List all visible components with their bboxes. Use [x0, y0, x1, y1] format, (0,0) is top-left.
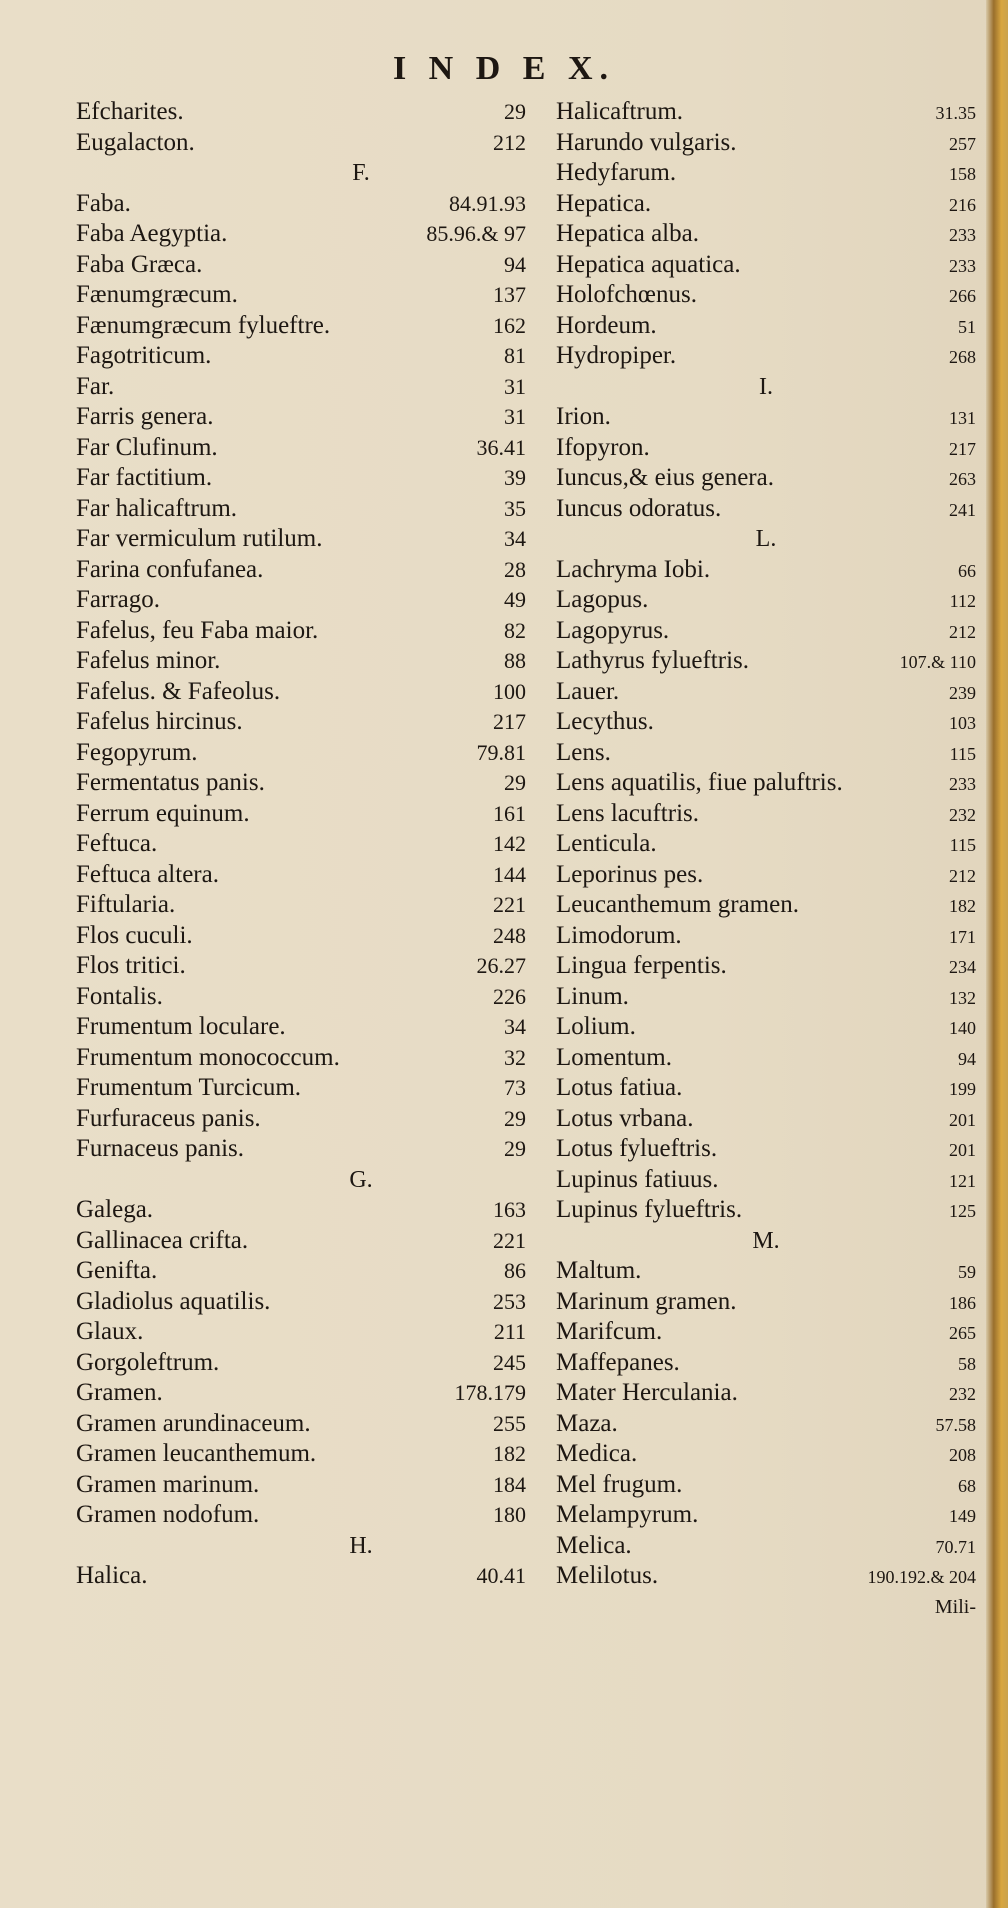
index-entry — [556, 951, 976, 982]
entry-pages: 112 — [949, 591, 976, 611]
index-entry — [76, 524, 526, 555]
entry-pages: 58 — [958, 1353, 976, 1374]
entry-term: Leporinus pes. — [556, 860, 704, 888]
entry-term: Fafelus minor. — [76, 647, 221, 674]
entry-pages: 212 — [493, 129, 526, 155]
entry-term: Lolium. — [556, 1013, 636, 1040]
index-entry — [76, 677, 526, 708]
entry-pages: 268 — [949, 347, 976, 367]
entry-pages: 49 — [504, 587, 526, 612]
entry-pages: 255 — [493, 1410, 526, 1436]
entry-pages: 132 — [949, 987, 976, 1008]
entry-pages: 221 — [493, 1227, 526, 1253]
entry-term: Feftuca altera. — [76, 860, 219, 888]
entry-term: Gramen leucanthemum. — [76, 1440, 317, 1467]
index-entry — [76, 768, 526, 799]
index-entry — [556, 1500, 976, 1531]
entry-pages: 66 — [958, 560, 976, 581]
index-entry — [76, 372, 526, 403]
entry-term: Farris genera. — [76, 403, 214, 430]
entry-term: Lotus fylueftris. — [556, 1135, 718, 1162]
entry-pages: 217 — [949, 438, 976, 459]
entry-term: Lachryma Iobi. — [556, 555, 711, 583]
index-entry — [76, 1561, 526, 1592]
entry-term: Galega. — [76, 1196, 154, 1223]
entry-term: Lens. — [556, 738, 611, 766]
entry-term: Hepatica alba. — [556, 220, 699, 247]
entry-term: Marifcum. — [556, 1318, 663, 1345]
entry-pages: 212 — [949, 865, 976, 886]
entry-term: Far vermiculum rutilum. — [76, 525, 323, 552]
page-title: I N D E X. — [392, 50, 616, 87]
entry-term: Halica. — [76, 1562, 148, 1589]
entry-pages: 68 — [958, 1475, 976, 1496]
entry-pages: 233 — [949, 774, 976, 794]
index-entry — [556, 829, 976, 860]
entry-term: Fafelus. & Fafeolus. — [76, 677, 281, 705]
index-entry — [76, 585, 526, 616]
entry-pages: 266 — [949, 286, 976, 306]
entry-term: Lens lacuftris. — [556, 799, 700, 827]
index-entry — [76, 280, 526, 311]
entry-pages: 161 — [493, 800, 526, 826]
entry-term: Gramen arundinaceum. — [76, 1409, 311, 1437]
entry-pages: 182 — [493, 1441, 526, 1466]
entry-pages: 232 — [949, 1384, 976, 1404]
entry-pages: 201 — [949, 1109, 976, 1130]
section-letter: G. — [349, 1166, 373, 1193]
entry-term: Farrago. — [76, 586, 160, 613]
index-entry — [76, 1409, 526, 1440]
index-entry — [556, 402, 976, 433]
index-entry — [76, 1195, 526, 1226]
entry-term: Fafelus hircinus. — [76, 708, 243, 735]
entry-pages: 253 — [493, 1288, 526, 1314]
entry-pages: 221 — [493, 892, 526, 917]
catchword: Mili- — [934, 1595, 976, 1618]
entry-term: Fænumgræcum. — [76, 281, 238, 308]
index-entry — [556, 707, 976, 738]
index-entry — [76, 1287, 526, 1318]
entry-pages: 149 — [949, 1506, 976, 1526]
entry-term: Medica. — [556, 1440, 638, 1467]
entry-pages: 182 — [949, 896, 976, 916]
index-entry — [556, 128, 976, 159]
index-entry — [556, 1348, 976, 1379]
entry-pages: 29 — [504, 1105, 526, 1131]
index-entry — [556, 341, 976, 372]
index-entry — [76, 1378, 526, 1409]
entry-pages: 35 — [504, 495, 526, 521]
entry-term: Ifopyron. — [556, 433, 650, 461]
entry-pages: 212 — [949, 621, 976, 642]
entry-pages: 233 — [949, 225, 976, 245]
index-entry — [76, 799, 526, 830]
entry-term: Leucanthemum gramen. — [556, 891, 799, 918]
index-entry — [76, 494, 526, 525]
index-entry — [76, 402, 526, 433]
index-entry — [76, 829, 526, 860]
entry-term: Mater Herculania. — [556, 1379, 738, 1406]
entry-term: Fænumgræcum fylueftre. — [76, 311, 331, 339]
index-entry — [76, 860, 526, 891]
entry-pages: 86 — [504, 1258, 526, 1283]
entry-term: Far factitium. — [76, 464, 213, 491]
entry-pages: 31 — [504, 404, 526, 429]
index-entry — [556, 585, 976, 616]
index-entry — [556, 799, 976, 830]
entry-pages: 121 — [949, 1170, 976, 1191]
entry-term: Gorgoleftrum. — [76, 1348, 220, 1376]
entry-term: Gramen marinum. — [76, 1470, 260, 1498]
entry-pages: 31.35 — [935, 103, 976, 123]
entry-pages: 241 — [949, 499, 976, 520]
entry-pages: 31 — [504, 373, 526, 399]
entry-term: Melica. — [556, 1531, 632, 1559]
entry-pages: 248 — [493, 922, 526, 948]
entry-term: Lotus fatiua. — [556, 1074, 683, 1101]
index-entry — [556, 1256, 976, 1287]
entry-pages: 34 — [504, 526, 526, 551]
index-entry — [76, 616, 526, 647]
entry-pages: 190.192.& 204 — [867, 1567, 976, 1587]
index-entry — [556, 1073, 976, 1104]
entry-term: Eugalacton. — [76, 128, 195, 156]
entry-term: Fafelus, feu Faba maior. — [76, 616, 319, 644]
entry-term: Maltum. — [556, 1257, 642, 1284]
index-entry — [556, 768, 976, 799]
entry-term: Hordeum. — [556, 311, 657, 339]
section-letter: L. — [755, 526, 777, 552]
index-entry — [76, 1043, 526, 1074]
entry-pages: 81 — [504, 343, 526, 368]
entry-pages: 29 — [504, 99, 526, 124]
entry-term: Mel frugum. — [556, 1470, 683, 1498]
left-column — [76, 97, 526, 1592]
entry-pages: 100 — [493, 678, 526, 704]
index-entry — [76, 341, 526, 372]
entry-term: Lens aquatilis, fiue paluftris. — [556, 769, 843, 796]
entry-term: Lomentum. — [556, 1043, 672, 1071]
index-entry — [556, 250, 976, 281]
index-entry — [556, 1378, 976, 1409]
entry-pages: 131 — [949, 408, 976, 428]
index-entry — [556, 1531, 976, 1562]
index-entry — [76, 1104, 526, 1135]
entry-term: Iuncus,& eius genera. — [556, 464, 774, 491]
entry-pages: 29 — [504, 770, 526, 795]
index-entry — [76, 433, 526, 464]
index-entry — [556, 1165, 976, 1196]
index-entry — [556, 1287, 976, 1318]
entry-term: Gramen nodofum. — [76, 1501, 260, 1528]
entry-pages: 239 — [949, 682, 976, 703]
index-entry — [556, 555, 976, 586]
entry-term: Frumentum monococcum. — [76, 1043, 340, 1071]
index-entry — [556, 1470, 976, 1501]
entry-pages: 36.41 — [476, 434, 526, 460]
index-entry — [76, 1317, 526, 1348]
index-entry — [76, 890, 526, 921]
entry-term: Hedyfarum. — [556, 159, 677, 186]
index-entry — [556, 890, 976, 921]
index-entry — [556, 982, 976, 1013]
entry-term: Fermentatus panis. — [76, 769, 265, 796]
entry-pages: 137 — [493, 282, 526, 307]
entry-pages: 28 — [504, 556, 526, 582]
entry-pages: 94 — [504, 251, 526, 277]
entry-term: Faba. — [76, 189, 131, 217]
section-letter: F. — [352, 160, 370, 186]
index-entry — [76, 555, 526, 586]
entry-pages: 233 — [949, 255, 976, 276]
entry-pages: 217 — [493, 709, 526, 734]
entry-term: Feftuca. — [76, 830, 158, 857]
index-entry — [76, 189, 526, 220]
entry-term: Maza. — [556, 1409, 618, 1437]
entry-pages: 73 — [504, 1075, 526, 1100]
entry-term: Halicaftrum. — [556, 98, 684, 125]
index-entry — [76, 1134, 526, 1165]
index-entry — [76, 1500, 526, 1531]
index-entry — [556, 97, 976, 128]
index-entry — [556, 921, 976, 952]
entry-pages: 26.27 — [476, 953, 526, 978]
entry-pages: 216 — [949, 194, 976, 215]
entry-term: Flos cuculi. — [76, 921, 193, 949]
entry-term: Lenticula. — [556, 830, 657, 857]
entry-pages: 142 — [493, 831, 526, 856]
entry-pages: 186 — [949, 1292, 976, 1313]
entry-term: Lotus vrbana. — [556, 1104, 694, 1132]
index-entry — [556, 1012, 976, 1043]
entry-pages: 39 — [504, 465, 526, 490]
entry-pages: 59 — [958, 1262, 976, 1282]
index-entry — [76, 646, 526, 677]
entry-pages: 178.179 — [454, 1380, 526, 1405]
entry-pages: 184 — [493, 1471, 526, 1497]
entry-pages: 257 — [949, 133, 976, 154]
entry-pages: 115 — [949, 743, 976, 764]
right-column — [556, 97, 976, 1622]
index-entry — [556, 738, 976, 769]
entry-term: Fegopyrum. — [76, 738, 198, 766]
entry-term: Lecythus. — [556, 708, 654, 735]
index-entry — [556, 677, 976, 708]
index-entry — [556, 1195, 976, 1226]
entry-term: Maffepanes. — [556, 1348, 680, 1376]
entry-pages: 40.41 — [476, 1563, 526, 1588]
index-entry — [556, 494, 976, 525]
entry-term: Iuncus odoratus. — [556, 494, 722, 522]
entry-pages: 245 — [493, 1349, 526, 1375]
entry-term: Efcharites. — [76, 98, 184, 125]
entry-pages: 163 — [493, 1197, 526, 1222]
entry-term: Gallinacea crifta. — [76, 1226, 249, 1254]
index-entry — [76, 128, 526, 159]
entry-pages: 226 — [493, 983, 526, 1009]
index-entry — [556, 1439, 976, 1470]
entry-term: Far. — [76, 372, 115, 400]
entry-term: Farina confufanea. — [76, 555, 264, 583]
entry-pages: 51 — [958, 316, 976, 337]
entry-pages: 201 — [949, 1140, 976, 1160]
index-entry — [556, 463, 976, 494]
entry-pages: 34 — [504, 1014, 526, 1039]
entry-pages: 199 — [949, 1079, 976, 1099]
index-entry — [76, 921, 526, 952]
index-entry — [76, 311, 526, 342]
entry-term: Lauer. — [556, 677, 620, 705]
section-letter: I. — [759, 373, 773, 400]
entry-pages: 125 — [949, 1201, 976, 1221]
entry-pages: 88 — [504, 648, 526, 673]
entry-term: Fontalis. — [76, 982, 163, 1010]
index-entry — [76, 1073, 526, 1104]
entry-pages: 29 — [504, 1136, 526, 1161]
entry-term: Furnaceus panis. — [76, 1135, 245, 1162]
index-entry — [76, 1256, 526, 1287]
index-entry — [556, 311, 976, 342]
section-letter: M. — [752, 1227, 780, 1254]
index-entry — [556, 219, 976, 250]
entry-pages: 232 — [949, 804, 976, 825]
entry-pages: 70.71 — [935, 1536, 976, 1557]
entry-term: Lupinus fatiuus. — [556, 1165, 719, 1193]
entry-term: Furfuraceus panis. — [76, 1104, 261, 1132]
entry-term: Frumentum loculare. — [76, 1013, 286, 1040]
entry-term: Faba Græca. — [76, 250, 203, 278]
entry-term: Hepatica. — [556, 189, 652, 217]
entry-pages: 208 — [949, 1445, 976, 1465]
entry-pages: 140 — [949, 1018, 976, 1038]
entry-term: Frumentum Turcicum. — [76, 1074, 302, 1101]
entry-term: Hydropiper. — [556, 342, 677, 369]
index-entry — [76, 250, 526, 281]
entry-pages: 79.81 — [476, 739, 526, 765]
entry-pages: 211 — [493, 1319, 526, 1344]
entry-term: Fiftularia. — [76, 891, 176, 918]
entry-term: Limodorum. — [556, 921, 682, 949]
index-entry — [556, 646, 976, 677]
entry-term: Flos tritici. — [76, 952, 186, 979]
index-entry — [76, 951, 526, 982]
entry-term: Linum. — [556, 982, 629, 1010]
entry-term: Faba Aegyptia. — [76, 220, 228, 247]
index-entry — [76, 1012, 526, 1043]
entry-term: Irion. — [556, 403, 611, 430]
index-entry — [556, 860, 976, 891]
entry-pages: 263 — [949, 469, 976, 489]
entry-term: Genifta. — [76, 1257, 158, 1284]
entry-term: Holofchœnus. — [556, 281, 697, 308]
entry-term: Lagopus. — [556, 586, 649, 613]
entry-pages: 265 — [949, 1323, 976, 1343]
entry-pages: 85.96.& 97 — [426, 221, 526, 246]
index-entry — [556, 1104, 976, 1135]
entry-term: Harundo vulgaris. — [556, 128, 737, 156]
index-entry — [556, 1043, 976, 1074]
index-entry — [76, 707, 526, 738]
entry-pages: 158 — [949, 164, 976, 184]
entry-pages: 171 — [949, 926, 976, 947]
entry-pages: 82 — [504, 617, 526, 643]
index-entry — [76, 1470, 526, 1501]
entry-pages: 57.58 — [935, 1414, 976, 1435]
index-entry — [556, 158, 976, 189]
index-entry — [556, 1134, 976, 1165]
entry-term: Melilotus. — [556, 1562, 659, 1589]
entry-pages: 180 — [493, 1502, 526, 1527]
entry-term: Hepatica aquatica. — [556, 250, 741, 278]
entry-pages: 234 — [949, 957, 976, 977]
entry-term: Lagopyrus. — [556, 616, 670, 644]
entry-term: Gramen. — [76, 1379, 163, 1406]
entry-pages: 144 — [493, 861, 526, 887]
entry-term: Ferrum equinum. — [76, 799, 250, 827]
index-entry — [556, 1317, 976, 1348]
index-entry — [76, 1348, 526, 1379]
index-entry — [76, 97, 526, 128]
entry-term: Far halicaftrum. — [76, 494, 238, 522]
entry-pages: 162 — [493, 312, 526, 338]
section-letter: H. — [349, 1532, 373, 1559]
entry-pages: 32 — [504, 1044, 526, 1070]
index-entry — [556, 1561, 976, 1592]
index-entry — [556, 433, 976, 464]
index-entry — [76, 982, 526, 1013]
index-entry — [76, 1226, 526, 1257]
book-spine-edge — [986, 0, 1008, 1908]
entry-term: Far Clufinum. — [76, 433, 218, 461]
entry-pages: 103 — [949, 713, 976, 733]
entry-term: Melampyrum. — [556, 1501, 699, 1528]
index-entry — [76, 738, 526, 769]
index-entry — [76, 1439, 526, 1470]
index-entry — [556, 616, 976, 647]
entry-term: Marinum gramen. — [556, 1287, 737, 1315]
entry-term: Lathyrus fylueftris. — [556, 647, 750, 674]
index-entry — [76, 219, 526, 250]
entry-pages: 84.91.93 — [449, 190, 526, 216]
entry-term: Glaux. — [76, 1318, 144, 1345]
entry-pages: 107.& 110 — [899, 652, 976, 672]
entry-pages: 115 — [949, 835, 976, 855]
index-entry — [556, 1409, 976, 1440]
entry-term: Lingua ferpentis. — [556, 952, 727, 979]
entry-term: Gladiolus aquatilis. — [76, 1287, 271, 1315]
index-entry — [556, 189, 976, 220]
entry-term: Lupinus fylueftris. — [556, 1196, 743, 1223]
index-entry — [556, 280, 976, 311]
entry-pages: 94 — [958, 1048, 976, 1069]
entry-term: Fagotriticum. — [76, 342, 212, 369]
index-entry — [76, 463, 526, 494]
